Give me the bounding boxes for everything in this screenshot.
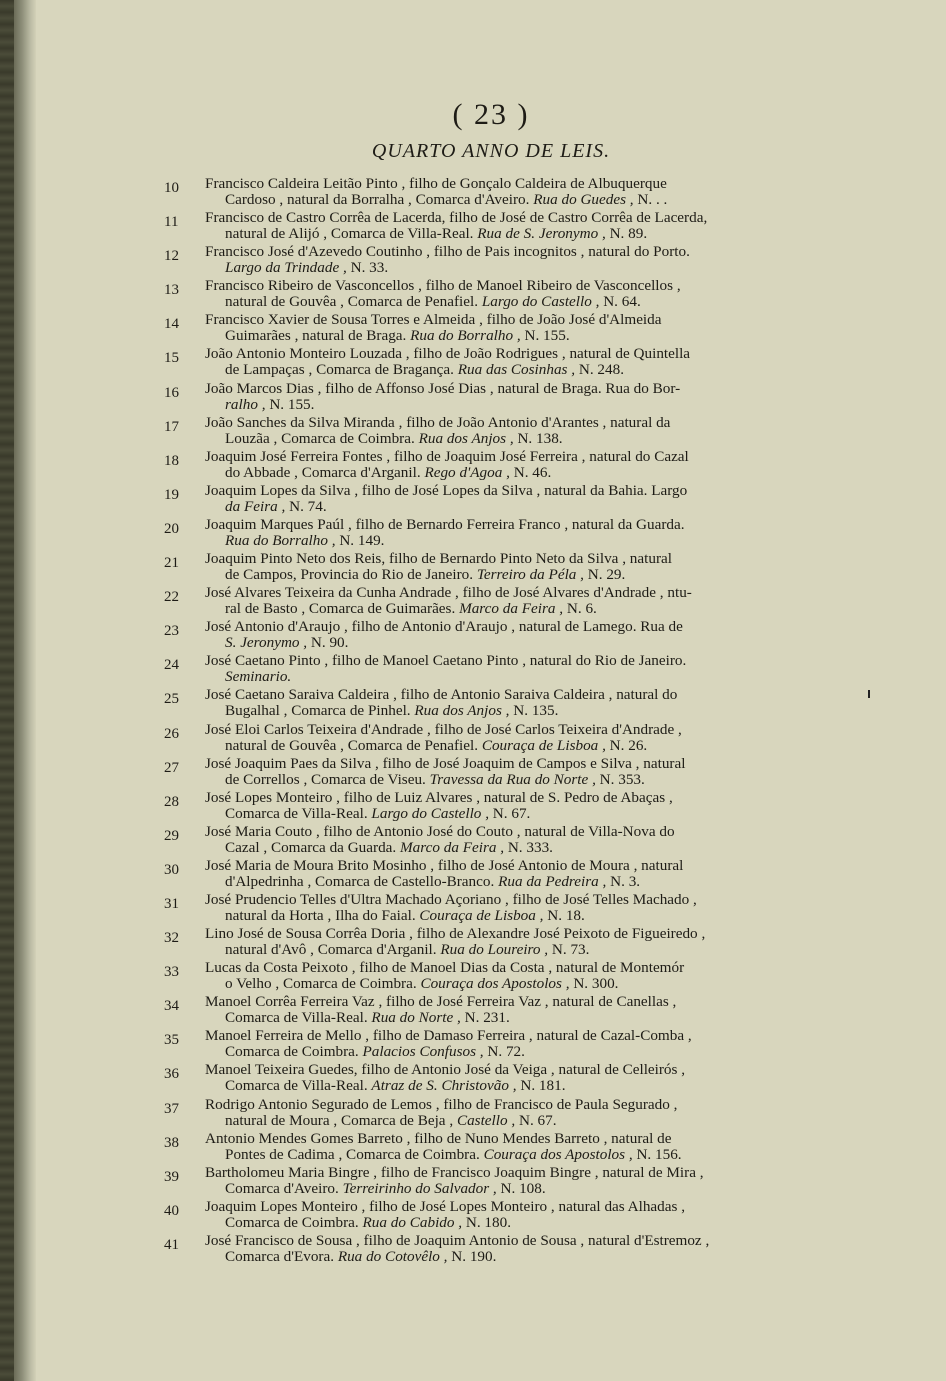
section-title: QUARTO ANNO DE LEIS.: [371, 140, 611, 162]
entry-text: [206, 1165, 792, 1197]
list-item: [36, 1199, 946, 1233]
list-item: [36, 994, 946, 1028]
entry-text: [206, 790, 792, 822]
entry-line-1: Rodrigo Antonio Segurado de Lemos , filho de Francisco de Paula Segurado ,: [205, 1095, 678, 1113]
list-item: [36, 551, 946, 585]
entry-place: Comarca de Villa-Real.: [225, 1009, 372, 1027]
entry-place: do Abbade , Comarca d'Arganil.: [225, 463, 425, 481]
entry-house-number: N. 155.: [520, 327, 570, 345]
entry-line-2: [206, 567, 792, 583]
entry-line-2: [206, 328, 792, 344]
entry-text: [206, 312, 792, 344]
entry-line-1: Manoel Corrêa Ferreira Vaz , filho de José Ferreira Vaz , natural de Canellas ,: [205, 993, 677, 1011]
entry-number: 32: [164, 930, 179, 947]
entry-place: Comarca d'Aveiro.: [225, 1179, 343, 1197]
entry-address: da Feira ,: [225, 497, 286, 515]
entry-text: [206, 1097, 792, 1129]
entry-line-1: José Maria Couto , filho de Antonio José do Couto , natural de Villa-Nova do: [205, 822, 675, 840]
entry-line-2: [206, 499, 792, 515]
entry-text: [206, 653, 792, 685]
entry-house-number: N. . .: [633, 191, 668, 208]
entry-line-1: José Prudencio Telles d'Ultra Machado Açoriano , filho de José Telles Machado ,: [205, 890, 697, 908]
entry-text: [206, 960, 792, 992]
entry-house-number: N. 18.: [543, 906, 585, 924]
entry-number: 34: [164, 998, 179, 1015]
entry-line-1: José Caetano Pinto , filho de Manoel Caetano Pinto , natural do Rio de Janeiro.: [205, 652, 687, 670]
entry-text: [206, 381, 792, 413]
entry-line-2: [206, 226, 792, 242]
entry-line-1: João Antonio Monteiro Louzada , filho de João Rodrigues , natural de Quintella: [205, 345, 691, 363]
entry-line-1: Francisco de Castro Corrêa de Lacerda, filho de José de Castro Corrêa de Lacerda,: [205, 209, 708, 227]
entry-house-number: N. 73.: [548, 941, 590, 959]
entry-line-2: [206, 1044, 792, 1060]
ink-mark: [868, 690, 870, 698]
entry-house-number: N. 135.: [509, 702, 559, 720]
entry-house-number: N. 64.: [599, 293, 641, 311]
entry-text: [206, 926, 792, 958]
entry-number: 13: [164, 282, 179, 299]
entry-house-number: N. 180.: [462, 1213, 512, 1231]
entry-text: [206, 1199, 792, 1231]
entry-address: Rua dos Anjos ,: [414, 702, 510, 720]
entry-line-2: [206, 533, 792, 549]
entry-address: Rua dos Anjos ,: [418, 429, 514, 447]
entry-line-1: José Eloi Carlos Teixeira d'Andrade , filho de José Carlos Teixeira d'Andrade ,: [205, 720, 682, 738]
entry-house-number: N. 353.: [595, 770, 645, 788]
entry-line-2: [206, 1249, 792, 1265]
entry-line-1: Joaquim Lopes Monteiro , filho de José Lopes Monteiro , natural das Alhadas ,: [205, 1197, 686, 1215]
entry-number: 27: [164, 759, 179, 776]
entry-number: 23: [164, 623, 179, 640]
entry-line-2: [206, 1181, 792, 1197]
entry-place: de Campos, Provincia do Rio de Janeiro.: [225, 566, 477, 584]
entry-address: Atraz de S. Christovão ,: [371, 1077, 517, 1095]
entry-line-1: Joaquim Marques Paúl , filho de Bernardo Ferreira Franco , natural da Guarda.: [205, 515, 685, 533]
entry-line-1: José Antonio d'Araujo , filho de Antonio d'Araujo , natural de Lamego. Rua de: [205, 618, 683, 636]
document-page: [36, 0, 946, 1381]
entry-address: Marco da Feira ,: [400, 838, 505, 856]
entry-line-1: José Joaquim Paes da Silva , filho de José Joaquim de Campos e Silva , natural: [205, 754, 686, 772]
list-item: [36, 176, 946, 210]
list-item: [36, 1062, 946, 1096]
entry-line-2: [206, 601, 792, 617]
list-item: [36, 449, 946, 483]
entry-line-2: [206, 397, 792, 413]
entry-number: 12: [164, 248, 179, 265]
entry-line-2: [206, 874, 792, 890]
entry-text: [206, 415, 792, 447]
entry-text: [206, 1062, 792, 1094]
entry-address: Castello ,: [456, 1111, 516, 1129]
entry-address: Rua da Pedreira ,: [498, 872, 607, 890]
entry-text: [206, 858, 792, 890]
entry-number: 39: [164, 1168, 179, 1185]
entry-place: Guimarães , natural de Braga.: [225, 327, 411, 345]
entry-place: d'Alpedrinha , Comarca de Castello-Branco.: [225, 872, 499, 890]
entry-address: Terreirinho do Salvador ,: [342, 1179, 497, 1197]
entry-address: Rua do Norte ,: [371, 1009, 461, 1027]
entry-house-number: N. 155.: [265, 395, 315, 413]
entry-house-number: N. 3.: [606, 872, 641, 890]
entry-text: [206, 551, 792, 583]
entry-line-2: [206, 1010, 792, 1026]
entry-place: natural da Horta , Ilha do Faial.: [225, 906, 420, 924]
entry-place: Cazal , Comarca da Guarda.: [225, 838, 400, 856]
entry-house-number: N. 33.: [346, 259, 389, 277]
entry-number: 25: [164, 691, 179, 708]
entry-address: Largo da Trindade ,: [225, 259, 347, 277]
entry-house-number: N. 29.: [583, 566, 626, 584]
entry-text: [206, 1233, 792, 1265]
entry-line-1: Joaquim José Ferreira Fontes , filho de Joaquim José Ferreira , natural do Cazal: [205, 447, 689, 465]
list-item: [36, 722, 946, 756]
entry-number: 30: [164, 861, 179, 878]
entry-address: Largo do Castello ,: [481, 293, 600, 311]
entry-address: Rego d'Agoa ,: [424, 463, 510, 481]
entry-house-number: N. 72.: [483, 1043, 525, 1061]
entry-number: 14: [164, 316, 179, 333]
list-item: [36, 381, 946, 415]
entry-line-2: [206, 738, 792, 754]
entry-text: [206, 517, 792, 549]
entry-line-1: Lucas da Costa Peixoto , filho de Manoel Dias da Costa , natural de Montemór: [205, 959, 685, 977]
entry-address: Couraça de Lisboa ,: [481, 736, 606, 754]
entry-line-1: José Alvares Teixeira da Cunha Andrade , filho de José Alvares d'Andrade , ntu-: [205, 584, 692, 602]
entry-house-number: N. 138.: [513, 429, 563, 447]
entry-line-1: Joaquim Pinto Neto dos Reis, filho de Bernardo Pinto Neto da Silva , natural: [205, 550, 672, 568]
entry-place: Louzãa , Comarca de Coimbra.: [225, 429, 419, 447]
list-item: [36, 415, 946, 449]
list-item: [36, 244, 946, 278]
list-item: [36, 210, 946, 244]
entry-place: o Velho , Comarca de Coimbra.: [225, 975, 421, 993]
list-item: [36, 483, 946, 517]
entry-place: natural de Alijó , Comarca de Villa-Real.: [225, 225, 478, 243]
entry-address: Rua de S. Jeronymo ,: [477, 225, 606, 243]
entry-list: [36, 176, 946, 1267]
entry-house-number: N. 231.: [460, 1009, 510, 1027]
entry-address: Palacios Confusos ,: [362, 1043, 484, 1061]
entry-line-2: [206, 976, 792, 992]
entry-house-number: N. 108.: [496, 1179, 546, 1197]
entry-line-2: [206, 635, 792, 651]
entry-address: Rua das Cosinhas ,: [457, 361, 576, 379]
entry-number: 40: [164, 1202, 179, 1219]
entry-text: [206, 994, 792, 1026]
entry-number: 37: [164, 1100, 179, 1117]
entry-address: Rua do Cabido ,: [362, 1213, 463, 1231]
entry-place: Bugalhal , Comarca de Pinhel.: [225, 702, 415, 720]
list-item: [36, 619, 946, 653]
entry-line-2: [206, 1147, 792, 1163]
entry-line-2: [206, 669, 792, 685]
entry-line-1: José Francisco de Sousa , filho de Joaquim Antonio de Sousa , natural d'Estremoz ,: [205, 1231, 710, 1249]
entry-number: 33: [164, 964, 179, 981]
entry-house-number: N. 67.: [489, 804, 531, 822]
list-item: [36, 926, 946, 960]
entry-place: natural de Gouvêa , Comarca de Penafiel.: [225, 293, 482, 311]
entry-house-number: N. 90.: [307, 634, 349, 652]
entry-text: [206, 346, 792, 378]
entry-address: Terreiro da Péla ,: [476, 566, 584, 584]
entry-text: [206, 210, 792, 242]
list-item: [36, 278, 946, 312]
entry-text: [206, 449, 792, 481]
entry-number: 22: [164, 589, 179, 606]
entry-line-2: [206, 294, 792, 310]
entry-line-1: Manoel Ferreira de Mello , filho de Damaso Ferreira , natural de Cazal-Comba ,: [205, 1027, 692, 1045]
list-item: [36, 960, 946, 994]
entry-text: [206, 1028, 792, 1060]
entry-number: 15: [164, 350, 179, 367]
entry-place: Comarca de Coimbra.: [225, 1213, 363, 1231]
entry-number: 18: [164, 452, 179, 469]
list-item: [36, 1131, 946, 1165]
entry-address: Rua do Borralho ,: [410, 327, 521, 345]
entry-line-1: Lino José de Sousa Corrêa Doria , filho de Alexandre José Peixoto de Figueiredo ,: [205, 925, 706, 943]
entry-line-2: [206, 772, 792, 788]
entry-line-2: [206, 465, 792, 481]
list-item: [36, 653, 946, 687]
entry-address: Rua do Guedes ,: [533, 191, 634, 208]
list-item: [36, 790, 946, 824]
list-item: [36, 585, 946, 619]
entry-place: ral de Basto , Comarca de Guimarães.: [225, 600, 460, 618]
entry-text: [206, 244, 792, 276]
entry-text: [206, 483, 792, 515]
entry-text: [206, 824, 792, 856]
entry-line-2: [206, 908, 792, 924]
list-item: [36, 312, 946, 346]
entry-number: 19: [164, 486, 179, 503]
entry-house-number: N. 149.: [335, 531, 385, 549]
entry-text: [206, 756, 792, 788]
entry-place: natural de Gouvêa , Comarca de Penafiel.: [225, 736, 482, 754]
entry-house-number: N. 181.: [516, 1077, 566, 1095]
entry-place: Pontes de Cadima , Comarca de Coimbra.: [225, 1145, 484, 1163]
entry-text: [206, 585, 792, 617]
entry-house-number: N. 89.: [605, 225, 648, 243]
entry-line-2: [206, 192, 792, 208]
entry-number: 38: [164, 1134, 179, 1151]
entry-address: Largo do Castello ,: [371, 804, 489, 822]
book-gutter: [0, 0, 14, 1381]
entry-number: 26: [164, 725, 179, 742]
entry-place: natural de Moura , Comarca de Beja ,: [225, 1111, 457, 1129]
entry-number: 36: [164, 1066, 179, 1083]
entry-address: Couraça dos Apostolos ,: [420, 975, 570, 993]
entry-line-2: [206, 942, 792, 958]
entry-number: 35: [164, 1032, 179, 1049]
entry-place: Comarca d'Evora.: [225, 1247, 338, 1265]
entry-line-1: Joaquim Lopes da Silva , filho de José Lopes da Silva , natural da Bahia. Largo: [205, 481, 688, 499]
entry-line-1: Francisco Ribeiro de Vasconcellos , filho de Manoel Ribeiro de Vasconcellos ,: [205, 277, 681, 295]
entry-house-number: N. 190.: [447, 1247, 497, 1265]
entry-house-number: N. 46.: [509, 463, 552, 481]
entry-line-1: João Marcos Dias , filho de Affonso José Dias , natural de Braga. Rua do Bor-: [205, 379, 681, 397]
entry-line-2: [206, 806, 792, 822]
entry-house-number: N. 26.: [605, 736, 648, 754]
entry-line-1: Antonio Mendes Gomes Barreto , filho de Nuno Mendes Barreto , natural de: [205, 1129, 672, 1147]
entry-address: Rua do Borralho ,: [225, 531, 336, 549]
entry-text: [206, 687, 792, 719]
entry-address: Travessa da Rua do Norte ,: [429, 770, 596, 788]
list-item: [36, 346, 946, 380]
entry-text: [206, 176, 792, 208]
entry-line-1: José Caetano Saraiva Caldeira , filho de Antonio Saraiva Caldeira , natural do: [205, 686, 678, 704]
entry-number: 11: [164, 214, 179, 231]
entry-address: Rua do Loureiro ,: [440, 941, 549, 959]
entry-line-1: Manoel Teixeira Guedes, filho de Antonio José da Veiga , natural de Celleirós ,: [205, 1061, 686, 1079]
entry-place: Comarca de Villa-Real.: [225, 804, 372, 822]
entry-address: Marco da Feira ,: [459, 600, 564, 618]
entry-address: ralho ,: [225, 395, 266, 413]
entry-place: de Correllos , Comarca de Viseu.: [225, 770, 430, 788]
entry-place: Cardoso , natural da Borralha , Comarca d'Aveiro.: [225, 191, 534, 208]
list-item: [36, 1028, 946, 1062]
entry-number: 31: [164, 895, 179, 912]
list-item: [36, 892, 946, 926]
entry-line-1: João Sanches da Silva Miranda , filho de João Antonio d'Arantes , natural da: [205, 413, 671, 431]
entry-text: [206, 1131, 792, 1163]
entry-number: 28: [164, 793, 179, 810]
entry-line-1: Francisco José d'Azevedo Coutinho , filho de Pais incognitos , natural do Porto.: [205, 243, 690, 261]
entry-address: Seminario.: [225, 668, 292, 686]
entry-line-2: [206, 260, 792, 276]
entry-line-1: José Lopes Monteiro , filho de Luiz Alvares , natural de S. Pedro de Abaças ,: [205, 788, 673, 806]
entry-number: 17: [164, 418, 179, 435]
entry-number: 16: [164, 384, 179, 401]
entry-house-number: N. 333.: [504, 838, 553, 856]
entry-line-1: Francisco Xavier de Sousa Torres e Almeida , filho de João José d'Almeida: [205, 311, 662, 329]
entry-address: Couraça dos Apostolos ,: [483, 1145, 633, 1163]
entry-text: [206, 619, 792, 651]
entry-text: [206, 722, 792, 754]
list-item: [36, 1165, 946, 1199]
entry-number: 41: [164, 1236, 179, 1253]
entry-house-number: N. 300.: [569, 975, 619, 993]
entry-address: S. Jeronymo ,: [225, 634, 308, 652]
entry-text: [206, 278, 792, 310]
entry-line-2: [206, 1113, 792, 1129]
entry-line-2: [206, 1215, 792, 1231]
entry-address: Rua do Cotovêlo ,: [337, 1247, 448, 1265]
list-item: [36, 824, 946, 858]
entry-place: Comarca de Coimbra.: [225, 1043, 363, 1061]
entry-place: natural d'Avô , Comarca d'Arganil.: [225, 941, 441, 959]
entry-house-number: N. 67.: [515, 1111, 557, 1129]
entry-line-2: [206, 840, 792, 856]
entry-text: [206, 892, 792, 924]
entry-line-2: [206, 703, 792, 719]
entry-line-2: [206, 1078, 792, 1094]
entry-house-number: N. 6.: [563, 600, 597, 618]
entry-house-number: N. 156.: [632, 1145, 682, 1163]
entry-number: 10: [164, 180, 179, 196]
entry-line-1: José Maria de Moura Brito Mosinho , filho de José Antonio de Moura , natural: [205, 856, 684, 874]
page-number: ( 23 ): [452, 98, 530, 131]
entry-place: Comarca de Villa-Real.: [225, 1077, 372, 1095]
entry-address: Couraça de Lisboa ,: [419, 906, 544, 924]
entry-number: 21: [164, 555, 179, 572]
entry-number: 29: [164, 827, 179, 844]
entry-place: de Lampaças , Comarca de Bragança.: [225, 361, 458, 379]
entry-line-1: Francisco Caldeira Leitão Pinto , filho de Gonçalo Caldeira de Albuquerque: [205, 175, 667, 192]
entry-line-2: [206, 362, 792, 378]
entry-house-number: N. 248.: [575, 361, 624, 379]
entry-line-2: [206, 431, 792, 447]
entry-house-number: N. 74.: [285, 497, 327, 515]
list-item: [36, 517, 946, 551]
list-item: [36, 687, 946, 721]
list-item: [36, 1233, 946, 1267]
list-item: [36, 1097, 946, 1131]
entry-number: 24: [164, 657, 179, 674]
entry-number: 20: [164, 520, 179, 537]
list-item: [36, 858, 946, 892]
list-item: [36, 756, 946, 790]
entry-line-1: Bartholomeu Maria Bingre , filho de Francisco Joaquim Bingre , natural de Mira ,: [205, 1163, 704, 1181]
